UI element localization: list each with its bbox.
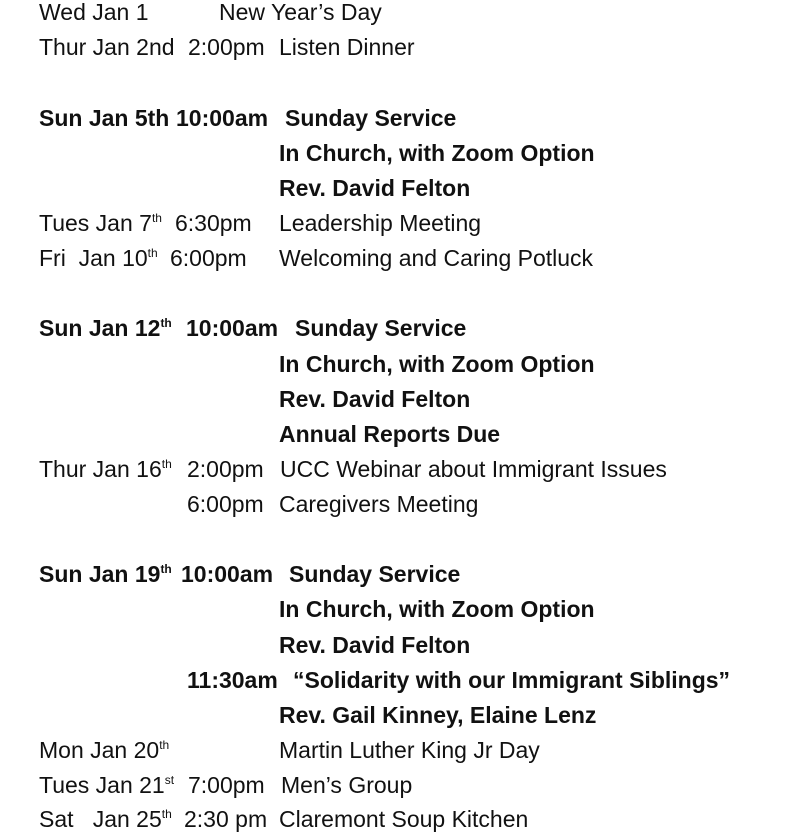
row-time: 6:00pm (170, 245, 247, 271)
row-event: UCC Webinar about Immigrant Issues (280, 456, 667, 482)
row-time: 6:00pm (187, 491, 264, 517)
row-event: Men’s Group (281, 772, 413, 798)
row-event: Rev. David Felton (279, 175, 471, 201)
row-time: 7:00pm (188, 772, 265, 798)
row-time: 10:00am (176, 105, 269, 131)
row-time: 10:00am (186, 315, 279, 341)
row-event: Leadership Meeting (279, 210, 482, 236)
row-date: Tues Jan 21st (39, 772, 175, 798)
row-date: Fri Jan 10th (39, 245, 158, 271)
row-event: Sunday Service (295, 315, 467, 341)
row-date: Sun Jan 12th (39, 315, 172, 341)
row-date: Tues Jan 7th (39, 210, 162, 236)
row-event: “Solidarity with our Immigrant Siblings” (293, 667, 731, 693)
row-date: Thur Jan 2nd (39, 34, 175, 60)
row-event: In Church, with Zoom Option (279, 140, 595, 166)
row-event: Rev. Gail Kinney, Elaine Lenz (279, 702, 597, 728)
row-event: Rev. David Felton (279, 386, 471, 412)
row-date: Mon Jan 20th (39, 737, 170, 763)
row-event: Rev. David Felton (279, 632, 471, 658)
row-time: 11:30am (187, 667, 278, 693)
row-time: 6:30pm (175, 210, 252, 236)
row-date: Sat Jan 25th (39, 806, 172, 832)
row-event: Caregivers Meeting (279, 491, 479, 517)
row-event: Claremont Soup Kitchen (279, 806, 529, 832)
row-event: Martin Luther King Jr Day (279, 737, 540, 763)
row-time: 2:30 pm (184, 806, 268, 832)
row-date: Sun Jan 5th (39, 105, 170, 131)
row-time: 2:00pm (188, 34, 265, 60)
row-date: Sun Jan 19th (39, 561, 172, 587)
row-event: Welcoming and Caring Potluck (279, 245, 594, 271)
row-time: 10:00am (181, 561, 274, 587)
row-event: In Church, with Zoom Option (279, 596, 595, 622)
row-event: Listen Dinner (279, 34, 415, 60)
row-event: New Year’s Day (219, 0, 382, 25)
row-event: Annual Reports Due (279, 421, 501, 447)
row-date: Wed Jan 1 (39, 0, 149, 25)
row-event: Sunday Service (285, 105, 457, 131)
row-event: Sunday Service (289, 561, 461, 587)
row-event: In Church, with Zoom Option (279, 351, 595, 377)
row-date: Thur Jan 16th (39, 456, 172, 482)
row-time: 2:00pm (187, 456, 264, 482)
